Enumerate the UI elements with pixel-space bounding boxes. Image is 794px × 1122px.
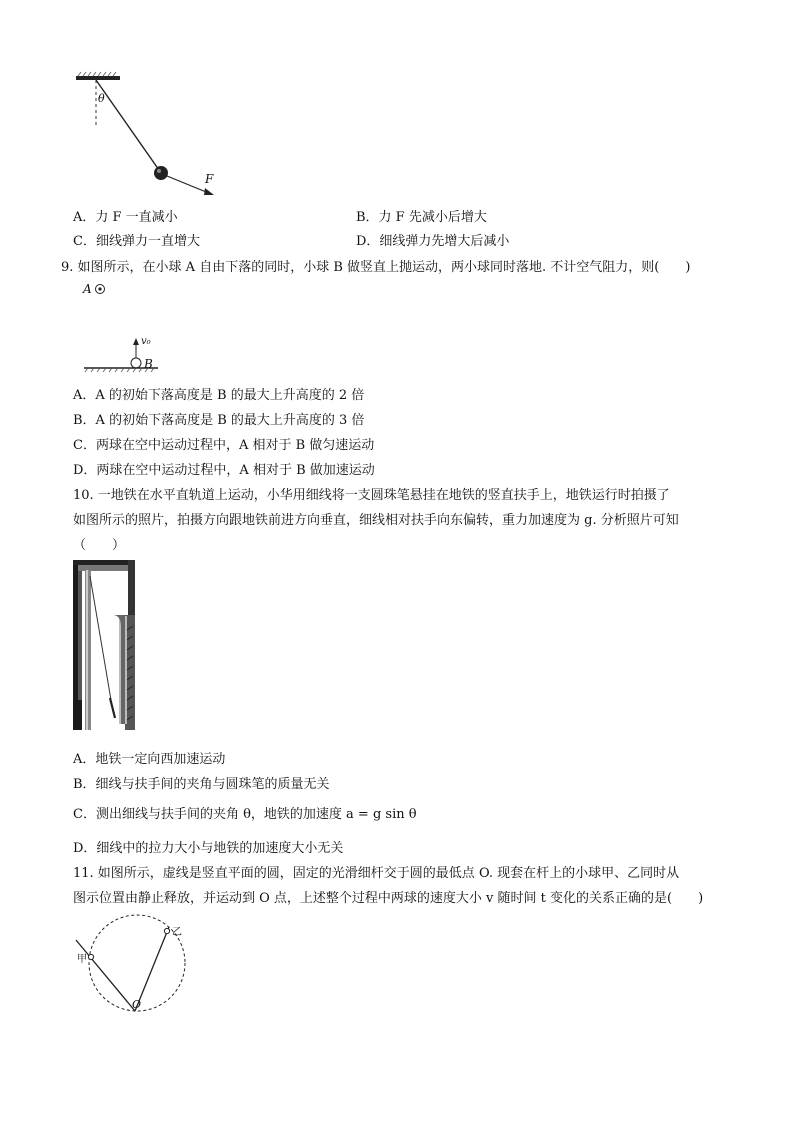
- q10-stem-line2: 如图所示的照片，拍摄方向跟地铁前进方向垂直，细线相对扶手向东偏转，重力加速度为 g. 分析照片可知: [73, 513, 679, 528]
- q8-option-a: A．力 F 一直减小: [73, 210, 178, 225]
- q11-stem-line2: 图示位置由静止释放，并运动到 O 点，上述整个过程中两球的速度大小 v 随时间 t 变化的关系正确的是( ): [73, 891, 704, 906]
- q10-stem-line1: 10. 一地铁在水平直轨道上运动，小华用细线将一支圆珠笔悬挂在地铁的竖直扶手上，地铁运行时拍摄了: [73, 488, 670, 503]
- q11-point-o-label: O: [132, 998, 142, 1011]
- q9-option-a: A．A 的初始下落高度是 B 的最大上升高度的 2 倍: [73, 388, 365, 403]
- q9-stem: 9. 如图所示，在小球 A 自由下落的同时，小球 B 做竖直上抛运动，两小球同时落地. 不计空气阻力，则( ): [61, 260, 691, 275]
- q10-option-a: A．地铁一定向西加速运动: [73, 752, 226, 767]
- q11-ball-yi-label: 乙: [172, 927, 182, 938]
- q11-ball-jia-label: 甲: [77, 954, 87, 965]
- q9-v0-label: v₀: [141, 336, 151, 347]
- q10-option-c: C．测出细线与扶手间的夹角 θ，地铁的加速度 a = g sin θ: [73, 807, 417, 822]
- force-label: F: [205, 172, 214, 186]
- q9-ball-a-label: A: [83, 282, 92, 296]
- theta-label: θ: [98, 92, 105, 105]
- q9-option-c: C．两球在空中运动过程中，A 相对于 B 做匀速运动: [73, 438, 375, 453]
- q10-stem-line3: （ ）: [73, 538, 126, 553]
- q9-option-b: B．A 的初始下落高度是 B 的最大上升高度的 3 倍: [73, 413, 365, 428]
- q11-stem-line1: 11. 如图所示，虚线是竖直平面的圆，固定的光滑细杆交于圆的最低点 O. 现套在杆上的小球甲、乙同时从: [73, 866, 680, 881]
- q9-figure: [80, 280, 180, 380]
- q10-option-d: D．细线中的拉力大小与地铁的加速度大小无关: [73, 841, 344, 856]
- q8-option-d: D．细线弹力先增大后减小: [356, 234, 510, 249]
- q9-option-d: D．两球在空中运动过程中，A 相对于 B 做加速运动: [73, 463, 375, 478]
- q10-subway-photo: [73, 560, 135, 730]
- q10-option-b: B．细线与扶手间的夹角与圆珠笔的质量无关: [73, 777, 330, 792]
- q9-ball-b-label: B: [144, 357, 153, 371]
- q8-option-b: B．力 F 先减小后增大: [356, 210, 487, 225]
- q8-option-c: C．细线弹力一直增大: [73, 234, 200, 249]
